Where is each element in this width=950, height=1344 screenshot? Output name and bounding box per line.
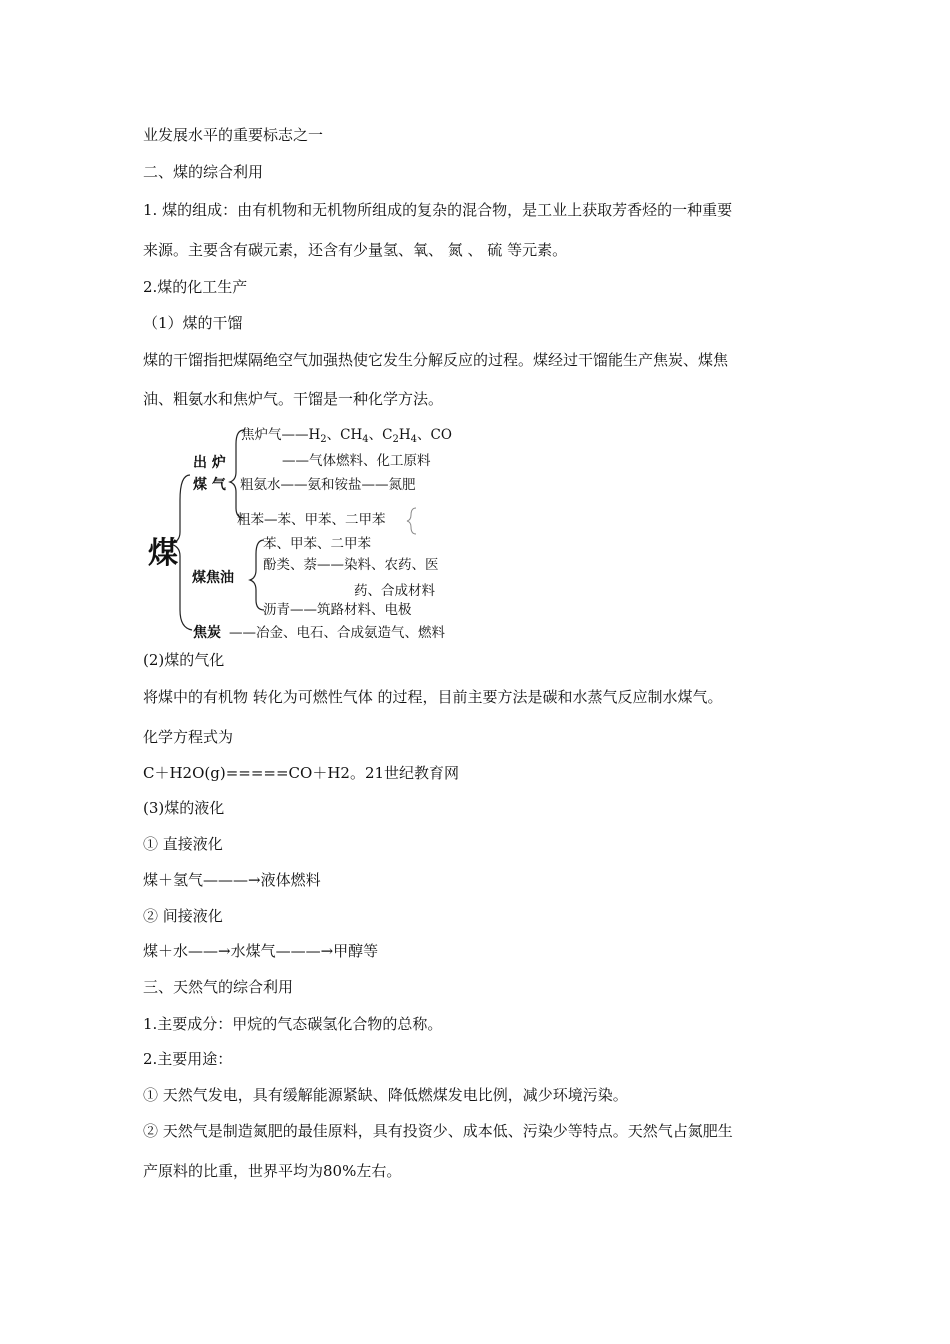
reaction-line: 煤＋水——→水煤气———→甲醇等 bbox=[143, 942, 379, 960]
small-brace bbox=[407, 508, 416, 534]
text-line: 业发展水平的重要标志之一 bbox=[143, 126, 324, 144]
text-line: 化学方程式为 bbox=[143, 728, 234, 746]
coke-oven-gas-line bbox=[241, 426, 452, 449]
text-line: ② 间接液化 bbox=[143, 907, 223, 925]
subheading: (3)煤的液化 bbox=[143, 799, 225, 817]
tar-product-2: 酚类、萘——染料、农药、医 bbox=[263, 557, 439, 573]
text-line: 油、粗氨水和焦炉气。干馏是一种化学方法。 bbox=[143, 390, 444, 408]
text-line: 1. 煤的组成：由有机物和无机物所组成的复杂的混合物，是工业上获取芳香烃的一种重要 bbox=[143, 201, 733, 219]
reaction-line: 煤＋氢气———→液体燃料 bbox=[143, 871, 321, 889]
subheading: (2)煤的气化 bbox=[143, 651, 225, 669]
text-line: 1.主要成分：甲烷的气态碳氢化合物的总称。 bbox=[143, 1015, 443, 1033]
coal-tar-label: 煤焦油 bbox=[192, 570, 234, 586]
coal-label: 煤 bbox=[148, 536, 178, 571]
crude-benzene: 粗苯—苯、甲苯、二甲苯 bbox=[237, 512, 386, 528]
text-line: ① 直接液化 bbox=[143, 835, 223, 853]
subscript: 4 bbox=[362, 434, 369, 445]
coke-uses: ——冶金、电石、合成氨造气、燃料 bbox=[229, 625, 445, 641]
coke-oven-gas-h: H bbox=[398, 427, 411, 443]
tar-brace bbox=[250, 540, 264, 610]
coke-oven-gas-prefix: 焦炉气——H bbox=[241, 427, 321, 443]
crude-ammonia: 粗氨水——氨和铵盐——氮肥 bbox=[240, 477, 416, 493]
section-heading: 三、天然气的综合利用 bbox=[143, 978, 294, 996]
coke-oven-gas-end: 、CO bbox=[417, 427, 452, 443]
text-line: 来源。主要含有碳元素，还含有少量氢、氧、 氮 、 硫 等元素。 bbox=[143, 241, 568, 259]
subheading: 2.煤的化工生产 bbox=[143, 278, 248, 296]
subscript: 2 bbox=[392, 434, 399, 445]
coke-oven-gas-label-1: 出 炉 bbox=[193, 455, 226, 471]
equation: C＋H2O(g)=====CO＋H2。21世纪教育网 bbox=[143, 764, 460, 782]
subheading: （1）煤的干馏 bbox=[143, 314, 243, 332]
tar-product-3: 药、合成材料 bbox=[354, 583, 435, 599]
coke-oven-gas-sep2: 、C bbox=[368, 427, 393, 443]
tar-product-1: 苯、甲苯、二甲苯 bbox=[263, 536, 371, 552]
tar-product-4: 沥青——筑路材料、电极 bbox=[263, 602, 412, 618]
section-heading: 二、煤的综合利用 bbox=[143, 163, 264, 181]
text-line: 煤的干馏指把煤隔绝空气加强热使它发生分解反应的过程。煤经过干馏能生产焦炭、煤焦 bbox=[143, 351, 729, 369]
coal-distillation-diagram bbox=[140, 420, 500, 645]
text-line: ① 天然气发电，具有缓解能源紧缺、降低燃煤发电比例，减少环境污染。 bbox=[143, 1086, 628, 1104]
gas-uses: ——气体燃料、化工原料 bbox=[282, 453, 431, 469]
subscript: 2 bbox=[320, 434, 327, 445]
coke-oven-gas-label-2: 煤 气 bbox=[193, 477, 226, 493]
subscript: 4 bbox=[410, 434, 418, 445]
text-line: ② 天然气是制造氮肥的最佳原料，具有投资少、成本低、污染少等特点。天然气占氮肥生 bbox=[143, 1122, 733, 1140]
text-line: 将煤中的有机物 转化为可燃性气体 的过程，目前主要方法是碳和水蒸气反应制水煤气。 bbox=[143, 688, 723, 706]
coke-label: 焦炭 bbox=[193, 625, 221, 641]
text-line: 2.主要用途： bbox=[143, 1050, 233, 1068]
text-line: 产原料的比重，世界平均为80%左右。 bbox=[143, 1162, 402, 1180]
coke-oven-gas-sep1: 、CH bbox=[326, 427, 363, 443]
